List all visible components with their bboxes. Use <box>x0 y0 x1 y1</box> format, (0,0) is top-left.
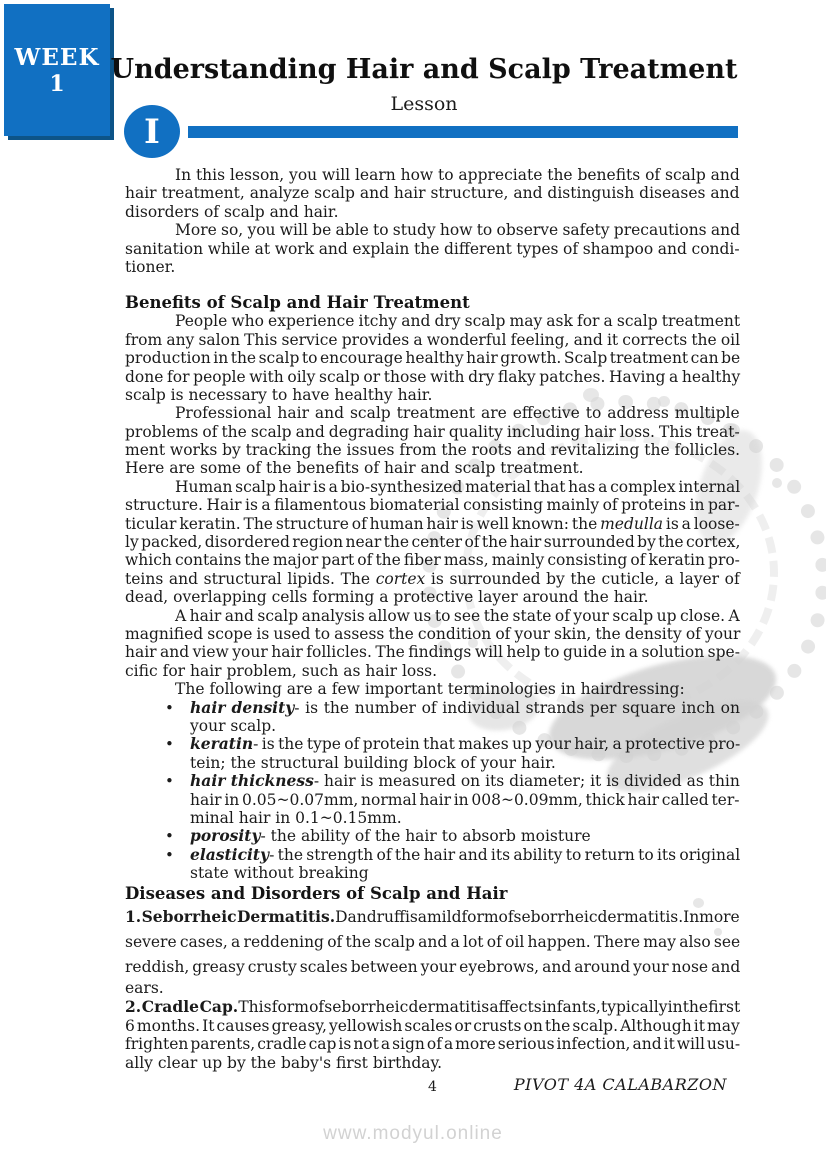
site-watermark: www.modyul.online <box>323 1123 503 1144</box>
text-line: 2. Cradle Cap. This form of seborrheic dermatitis affects infants, typically in the first <box>125 997 741 1017</box>
text-line: porosity- the ability of the hair to absorb moisture <box>190 826 591 846</box>
text-line: In this lesson, you will learn how to appreciate the benefits of scalp and <box>175 166 740 184</box>
paragraph <box>125 312 740 404</box>
paragraph <box>190 735 740 772</box>
intro-paragraphs <box>125 166 740 276</box>
paragraph <box>125 680 740 698</box>
paragraph <box>125 166 740 221</box>
text-line: Here are some of the benefits of hair and scalp treatment. <box>125 459 584 478</box>
text-line: ly packed, disordered region near the center of the hair surrounded by the cortex, <box>125 533 741 552</box>
text-line: frighten parents, cradle cap is not a sign of a more serious infection, and it will usu- <box>125 1035 741 1054</box>
diseases-section <box>125 884 740 1072</box>
diseases-heading: Diseases and Disorders of Scalp and Hair <box>125 884 508 903</box>
stamp-speck <box>772 478 782 488</box>
list-item <box>125 846 740 883</box>
accent-divider <box>188 126 738 138</box>
text-line: ticular keratin. The structure of human hair is well known: the medulla is a loose- <box>125 514 740 533</box>
text-line: More so, you will be able to study how to observe safety precautions and <box>175 221 741 240</box>
week-badge-label: WEEK <box>14 43 100 71</box>
text-line: elasticity- the strength of the hair and its ability to return to its original <box>190 844 741 864</box>
text-line: done for people with oily scalp or those with dry flaky patches. Having a healthy <box>125 367 741 386</box>
text-line: which contains the major part of the fiber mass, mainly consisting of keratin pro- <box>125 551 740 570</box>
text-line: ment works by tracking the issues from the roots and revitalizing the follicles. <box>125 441 741 460</box>
text-line: from any salon This service provides a wonderful feeling, and it corrects the oil <box>125 330 741 349</box>
paragraph <box>190 846 740 883</box>
text-line: dead, overlapping cells forming a protective layer around the hair. <box>125 588 649 607</box>
text-line: severe cases, a reddening of the scalp and a lot of oil happen. There may also see <box>125 932 741 951</box>
text-line: Human scalp hair is a bio-synthesized material that has a complex internal <box>175 477 741 496</box>
text-line: hair thickness- hair is measured on its diameter; it is divided as thin <box>190 771 740 791</box>
text-line: structure. Hair is a filamentous biomaterial consisting mainly of proteins in par- <box>125 496 740 515</box>
text-line: magnified scope is used to assess the condition of your skin, the density of your <box>125 624 741 643</box>
list-item <box>125 772 740 827</box>
text-line: hair in 0.05~0.07mm, normal hair in 008~0.09mm, thick hair called ter- <box>190 790 740 809</box>
benefits-paragraphs <box>125 312 740 698</box>
bullet-icon: • <box>165 845 174 864</box>
paragraph <box>125 905 740 998</box>
list-item <box>125 699 740 736</box>
page-subtitle: Lesson <box>390 93 458 115</box>
text-line: teins and structural lipids. The cortex is surrounded by the cuticle, a layer of <box>125 569 740 588</box>
text-line: hair treatment, analyze scalp and hair structure, and distinguish diseases and <box>125 184 740 203</box>
paragraph <box>125 607 740 681</box>
paragraph <box>190 827 740 845</box>
page-title: Understanding Hair and Scalp Treatment <box>110 54 738 85</box>
text-line: sanitation while at work and explain the different types of shampoo and condi- <box>125 239 740 258</box>
text-line: production in the scalp to encourage healthy hair growth. Scalp treatment can be <box>125 349 741 368</box>
paragraph <box>125 221 740 276</box>
text-line: ears. <box>125 979 164 998</box>
text-line: The following are a few important terminologies in hairdressing: <box>175 680 685 699</box>
text-line: problems of the scalp and degrading hair quality including hair loss. This treat- <box>125 422 740 441</box>
terminology-list <box>125 699 740 883</box>
list-item <box>125 735 740 772</box>
bullet-icon: • <box>165 735 174 754</box>
week-badge <box>4 4 110 136</box>
benefits-heading: Benefits of Scalp and Hair Treatment <box>125 293 470 313</box>
diseases-paragraphs <box>125 905 740 1072</box>
text-line: minal hair in 0.1~0.15mm. <box>190 808 402 827</box>
text-line: tein; the structural building block of your hair. <box>190 753 556 772</box>
paragraph <box>125 998 740 1072</box>
text-line: hair and view your hair follicles. The findings will help to guide in a solution spe- <box>125 643 740 662</box>
text-line: 1. Seborrheic Dermatitis. Dandruff is a mild form of seborrheic dermatitis. In more <box>125 907 740 926</box>
bullet-icon: • <box>165 827 174 846</box>
text-line: state without breaking <box>190 864 369 883</box>
text-line: cific for hair problem, such as hair loss. <box>125 661 438 680</box>
lesson-marker-badge <box>124 105 180 158</box>
text-line: keratin- is the type of protein that makes up your hair, a protective pro- <box>190 734 741 754</box>
text-line: Professional hair and scalp treatment are effective to address multiple <box>175 404 740 423</box>
list-item <box>125 827 740 845</box>
bullet-icon: • <box>165 772 174 791</box>
week-badge-number: 1 <box>49 70 65 97</box>
paragraph <box>190 699 740 736</box>
paragraph <box>190 772 740 827</box>
text-line: your scalp. <box>190 716 277 735</box>
text-line: disorders of scalp and hair. <box>125 202 339 221</box>
text-line: tioner. <box>125 257 176 276</box>
text-line: People who experience itchy and dry scalp may ask for a scalp treatment <box>175 312 741 331</box>
lesson-body <box>125 166 740 882</box>
footer-brand: PIVOT 4A CALABARZON <box>513 1075 727 1094</box>
text-line: 6 months. It causes greasy, yellowish scales or crusts on the scalp. Although it may <box>125 1016 740 1035</box>
paragraph <box>125 404 740 478</box>
paragraph <box>125 478 740 607</box>
text-line: ally clear up by the baby's first birthday. <box>125 1053 443 1072</box>
lesson-marker-letter: I <box>144 111 160 152</box>
text-line: A hair and scalp analysis allow us to see the state of your scalp up close. A <box>175 606 740 625</box>
text-line: reddish, greasy crusty scales between your eyebrows, and around your nose and <box>125 957 741 976</box>
text-line: scalp is necessary to have healthy hair. <box>125 385 433 404</box>
text-line: hair density- is the number of individual strands per square inch on <box>190 697 740 717</box>
page-number: 4 <box>428 1079 437 1095</box>
bullet-icon: • <box>165 698 174 717</box>
